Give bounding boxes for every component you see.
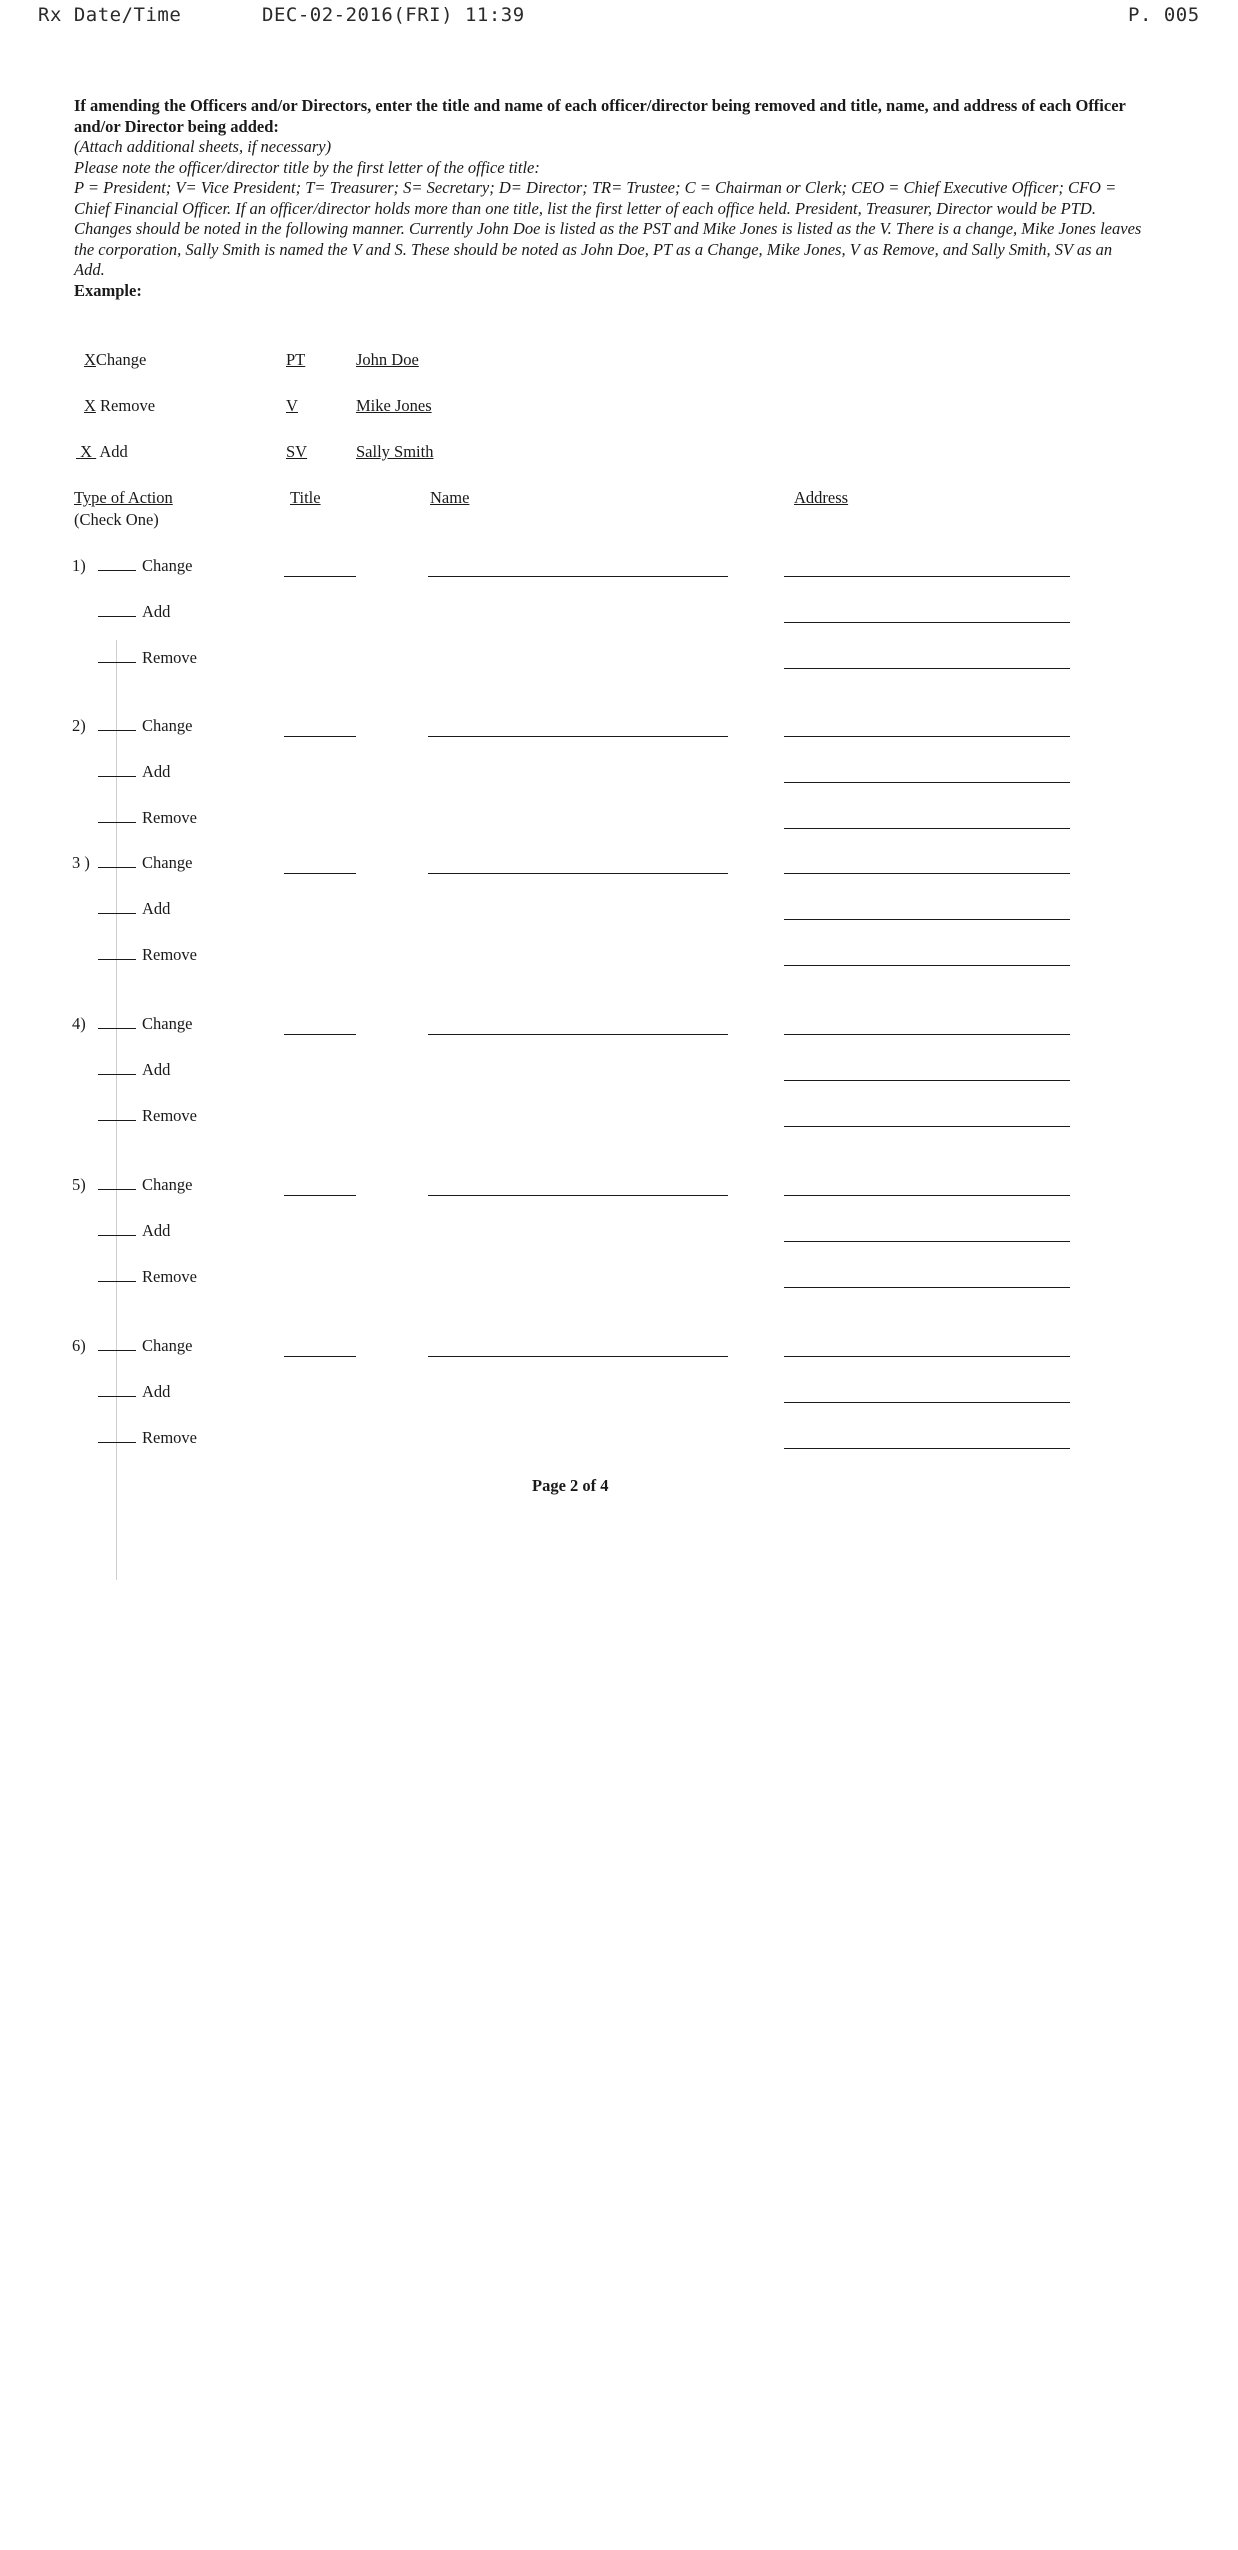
entry-4-row-remove <box>72 1106 197 1126</box>
entry-3-name-field[interactable] <box>428 873 728 874</box>
entry-number: 4) <box>72 1014 86 1033</box>
entry-3-address-field-2[interactable] <box>784 919 1070 920</box>
entry-2-title-field[interactable] <box>284 736 356 737</box>
action-label-add: Add <box>142 602 171 621</box>
entry-4-row-change <box>72 1014 192 1034</box>
instructions-heading: If amending the Officers and/or Directors, enter the title and name of each officer/director being removed and title, name, and address of each Officer and/or Director being added: <box>74 96 1126 136</box>
entry-5-address-field-2[interactable] <box>784 1241 1070 1242</box>
check-blank-add[interactable] <box>98 762 136 777</box>
fax-page-number: P. 005 <box>1128 4 1200 26</box>
entry-2-address-field-1[interactable] <box>784 736 1070 737</box>
example-row-2-mark: X <box>84 396 96 415</box>
entry-1-address-field-2[interactable] <box>784 622 1070 623</box>
action-label-change: Change <box>142 1175 193 1194</box>
entry-1-row-add <box>72 602 170 622</box>
example-row-2-name: Mike Jones <box>356 396 432 415</box>
entry-2-row-change <box>72 716 192 736</box>
entry-5-address-field-1[interactable] <box>784 1195 1070 1196</box>
action-label-add: Add <box>142 899 171 918</box>
example-row-3-action-label: Add <box>99 442 128 461</box>
column-header-check-one: (Check One) <box>74 510 159 529</box>
check-blank-remove[interactable] <box>98 1428 136 1443</box>
entry-number: 3 ) <box>72 853 90 872</box>
example-row-1-name: John Doe <box>356 350 419 369</box>
entry-5-row-add <box>72 1221 170 1241</box>
entry-number: 5) <box>72 1175 86 1194</box>
fax-received-datetime: DEC-02-2016(FRI) 11:39 <box>262 4 525 26</box>
fax-received-label: Rx Date/Time <box>38 4 182 26</box>
check-blank-add[interactable] <box>98 1221 136 1236</box>
attach-note: (Attach additional sheets, if necessary) <box>74 137 332 156</box>
action-label-add: Add <box>142 1060 171 1079</box>
title-legend: P = President; V= Vice President; T= Treasurer; S= Secretary; D= Director; TR= Trustee; C = Chairman or Clerk; CEO = Chief Executive Officer; CFO = Chief Financial Officer. If an officer/director holds more than one title, list the first letter of each office held. President, Treasurer, Director would be PTD. <box>74 178 1117 218</box>
entry-4-row-add <box>72 1060 170 1080</box>
check-blank-change[interactable] <box>98 1175 136 1190</box>
check-blank-change[interactable] <box>98 556 136 571</box>
entry-3-address-field-3[interactable] <box>784 965 1070 966</box>
example-row-3-mark <box>76 442 96 461</box>
entry-3-title-field[interactable] <box>284 873 356 874</box>
action-label-change: Change <box>142 716 193 735</box>
changes-note: Changes should be noted in the following manner. Currently John Doe is listed as the PST and Mike Jones is listed as the V. There is a change, Mike Jones leaves the corporation, Sally Smith is named the V and S. These should be noted as John Doe, PT as a Change, Mike Jones, V as Remove, and Sally Smith, SV as an Add. <box>74 219 1142 279</box>
check-blank-remove[interactable] <box>98 945 136 960</box>
entry-4-address-field-1[interactable] <box>784 1034 1070 1035</box>
entry-3-row-remove <box>72 945 197 965</box>
entry-5-row-remove <box>72 1267 197 1287</box>
action-label-change: Change <box>142 1336 193 1355</box>
title-note: Please note the officer/director title by the first letter of the office title: <box>74 157 540 177</box>
check-blank-add[interactable] <box>98 602 136 617</box>
entry-5-row-change <box>72 1175 192 1195</box>
entry-6-title-field[interactable] <box>284 1356 356 1357</box>
action-label-add: Add <box>142 1221 171 1240</box>
entry-3-address-field-1[interactable] <box>784 873 1070 874</box>
example-row-2-title: V <box>286 396 298 415</box>
example-row-3-title: SV <box>286 442 308 461</box>
entry-4-address-field-2[interactable] <box>784 1080 1070 1081</box>
entry-4-name-field[interactable] <box>428 1034 728 1035</box>
entry-5-name-field[interactable] <box>428 1195 728 1196</box>
action-label-add: Add <box>142 762 171 781</box>
entry-2-address-field-2[interactable] <box>784 782 1070 783</box>
example-row-3-mark-text: X <box>80 442 93 461</box>
column-header-name: Name <box>430 488 470 507</box>
entry-1-title-field[interactable] <box>284 576 356 577</box>
action-label-add: Add <box>142 1382 171 1401</box>
check-blank-add[interactable] <box>98 899 136 914</box>
entry-5-address-field-3[interactable] <box>784 1287 1070 1288</box>
check-blank-remove[interactable] <box>98 648 136 663</box>
example-row-1-action <box>84 350 146 370</box>
entry-6-row-remove <box>72 1428 197 1448</box>
action-label-remove: Remove <box>142 648 197 667</box>
entry-6-address-field-1[interactable] <box>784 1356 1070 1357</box>
check-blank-change[interactable] <box>98 1336 136 1351</box>
example-row-1-title: PT <box>286 350 306 369</box>
entry-1-row-change <box>72 556 192 576</box>
check-blank-change[interactable] <box>98 716 136 731</box>
entry-6-name-field[interactable] <box>428 1356 728 1357</box>
entry-2-row-remove <box>72 808 197 828</box>
page-footer: Page 2 of 4 <box>532 1476 609 1495</box>
entry-1-row-remove <box>72 648 197 668</box>
entry-4-title-field[interactable] <box>284 1034 356 1035</box>
action-label-change: Change <box>142 1014 193 1033</box>
check-blank-change[interactable] <box>98 853 136 868</box>
check-blank-add[interactable] <box>98 1382 136 1397</box>
column-header-title: Title <box>290 488 321 507</box>
example-row-2-action-label: Remove <box>100 396 156 415</box>
entry-4-address-field-3[interactable] <box>784 1126 1070 1127</box>
example-row-3-name: Sally Smith <box>356 442 434 461</box>
entry-5-title-field[interactable] <box>284 1195 356 1196</box>
check-blank-remove[interactable] <box>98 1267 136 1282</box>
example-row-1-mark: X <box>84 350 96 369</box>
entry-1-address-field-1[interactable] <box>784 576 1070 577</box>
action-label-change: Change <box>142 853 193 872</box>
entry-number: 1) <box>72 556 86 575</box>
entry-3-row-change <box>72 853 192 873</box>
example-row-3-action <box>76 442 128 462</box>
column-header-type-of-action: Type of Action <box>74 488 173 507</box>
action-label-remove: Remove <box>142 1428 197 1447</box>
entry-6-address-field-2[interactable] <box>784 1402 1070 1403</box>
entry-6-row-change <box>72 1336 192 1356</box>
check-blank-add[interactable] <box>98 1060 136 1075</box>
entry-3-row-add <box>72 899 170 919</box>
example-row-1-action-label: Change <box>95 350 147 369</box>
check-blank-change[interactable] <box>98 1014 136 1029</box>
entry-1-name-field[interactable] <box>428 576 728 577</box>
instructions-block <box>74 96 1144 301</box>
action-label-remove: Remove <box>142 1267 197 1286</box>
entry-6-address-field-3[interactable] <box>784 1448 1070 1449</box>
action-label-remove: Remove <box>142 808 197 827</box>
entry-2-name-field[interactable] <box>428 736 728 737</box>
example-label: Example: <box>74 280 142 300</box>
entry-number: 6) <box>72 1336 86 1355</box>
entry-1-address-field-3[interactable] <box>784 668 1070 669</box>
action-label-remove: Remove <box>142 945 197 964</box>
check-blank-remove[interactable] <box>98 1106 136 1121</box>
check-blank-remove[interactable] <box>98 808 136 823</box>
entry-6-row-add <box>72 1382 170 1402</box>
action-label-change: Change <box>142 556 193 575</box>
entry-2-address-field-3[interactable] <box>784 828 1070 829</box>
example-row-2-action <box>84 396 155 416</box>
entry-2-row-add <box>72 762 170 782</box>
action-label-remove: Remove <box>142 1106 197 1125</box>
column-header-address: Address <box>794 488 849 507</box>
entry-number: 2) <box>72 716 86 735</box>
